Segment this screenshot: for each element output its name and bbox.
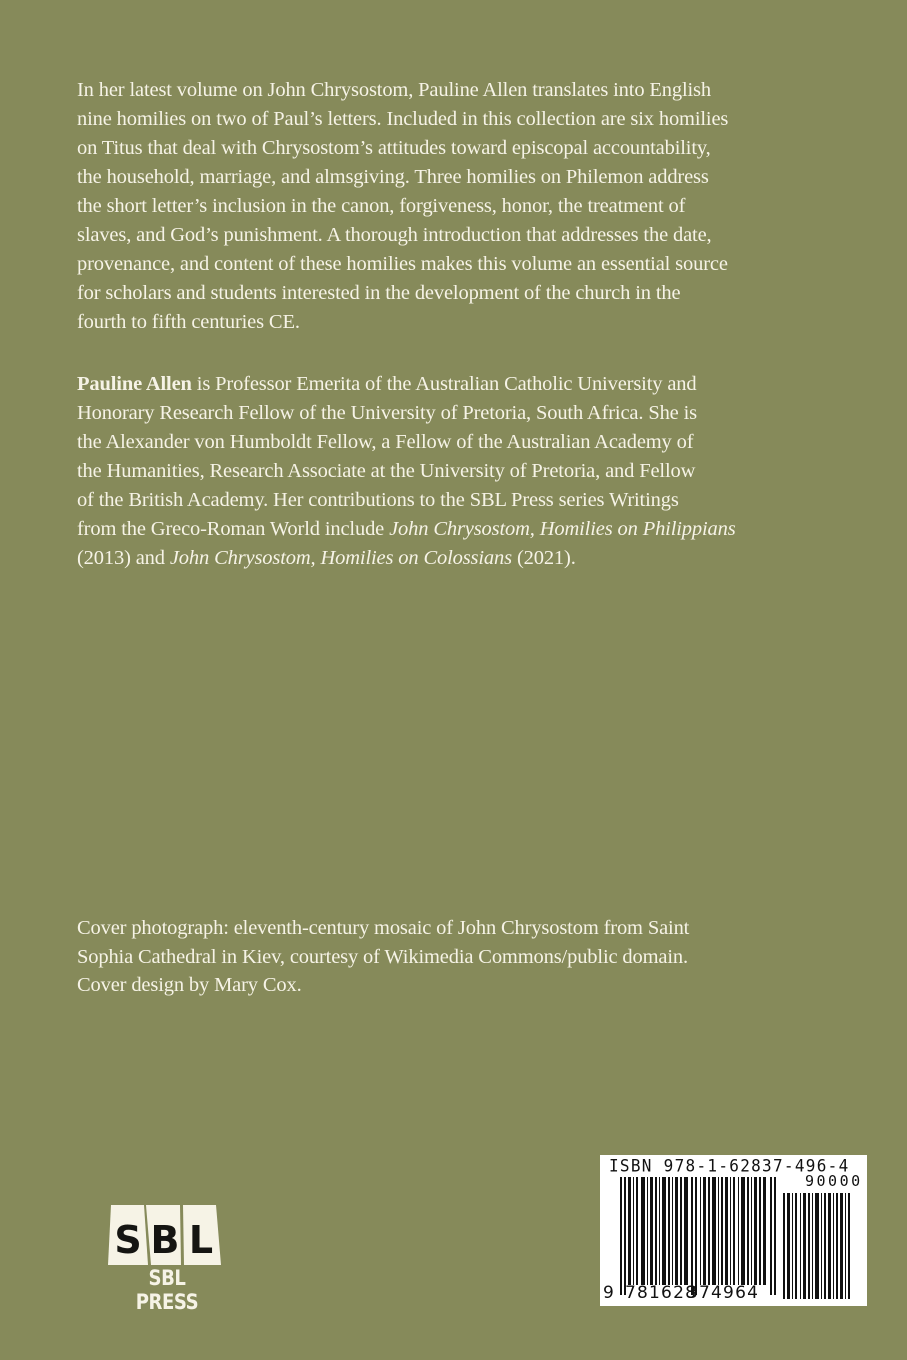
- ean-barcode-bars-icon: [620, 1177, 776, 1295]
- credit-line: Sophia Cathedral in Kiev, courtesy of Wikimedia Commons/public domain.: [77, 945, 688, 968]
- author-bio: [77, 370, 867, 573]
- bio-line: the Alexander von Humboldt Fellow, a Fellow of the Australian Academy of: [77, 431, 694, 453]
- bio-text: from the Greco-Roman World include: [77, 518, 390, 540]
- description-line: on Titus that deal with Chrysostom’s attitudes toward episcopal accountability,: [77, 137, 711, 159]
- description-line: fourth to fifth centuries CE.: [77, 311, 300, 333]
- bio-line: [77, 544, 867, 573]
- bio-line: of the British Academy. Her contributions to the SBL Press series Writings: [77, 489, 679, 511]
- description-line: the short letter’s inclusion in the canon, forgiveness, honor, the treatment of: [77, 195, 686, 217]
- description-line: In her latest volume on John Chrysostom, Pauline Allen translates into English: [77, 79, 711, 101]
- bio-line: [77, 370, 867, 399]
- description-line: slaves, and God’s punishment. A thorough introduction that addresses the date,: [77, 224, 712, 246]
- price-addon-digits: 90000: [805, 1172, 863, 1190]
- bio-line: Honorary Research Fellow of the University of Pretoria, South Africa. She is: [77, 402, 697, 424]
- book-title-philippians: John Chrysostom, Homilies on Philippians: [389, 518, 736, 540]
- sbl-logo-panels-icon: [108, 1203, 226, 1267]
- bio-text: (2013) and: [77, 547, 170, 569]
- logo-letter-b: B: [150, 1218, 180, 1262]
- description-line: provenance, and content of these homilies makes this volume an essential source: [77, 253, 728, 275]
- description-line: the household, marriage, and almsgiving. Three homilies on Philemon address: [77, 166, 709, 188]
- description-line: for scholars and students interested in the development of the church in the: [77, 282, 681, 304]
- ean-first-digit: 9: [603, 1283, 614, 1303]
- cover-credit: [77, 914, 867, 1000]
- isbn-label: ISBN 978-1-62837-496-4: [609, 1155, 850, 1176]
- author-name: Pauline Allen: [77, 373, 192, 395]
- bio-text: is Professor Emerita of the Australian Catholic University and: [191, 373, 697, 395]
- addon-barcode-bars-icon: [783, 1193, 851, 1299]
- book-description: [77, 76, 867, 337]
- isbn-barcode: [600, 1155, 867, 1306]
- bio-text: (2021).: [511, 547, 576, 569]
- ean-right-digits: 374964: [687, 1283, 760, 1303]
- logo-label: SBL PRESS: [135, 1266, 199, 1314]
- logo-letter-s: S: [114, 1218, 142, 1262]
- sbl-press-logo: [108, 1203, 226, 1314]
- book-title-colossians: John Chrysostom, Homilies on Colossians: [169, 547, 512, 569]
- bio-line: [77, 515, 867, 544]
- description-line: nine homilies on two of Paul’s letters. Included in this collection are six homilies: [77, 108, 729, 130]
- bio-line: the Humanities, Research Associate at the University of Pretoria, and Fellow: [77, 460, 696, 482]
- ean-left-digits: 781628: [625, 1283, 698, 1303]
- logo-letter-l: L: [188, 1218, 214, 1262]
- credit-line: Cover photograph: eleventh-century mosaic of John Chrysostom from Saint: [77, 917, 690, 939]
- credit-line: Cover design by Mary Cox.: [77, 974, 302, 996]
